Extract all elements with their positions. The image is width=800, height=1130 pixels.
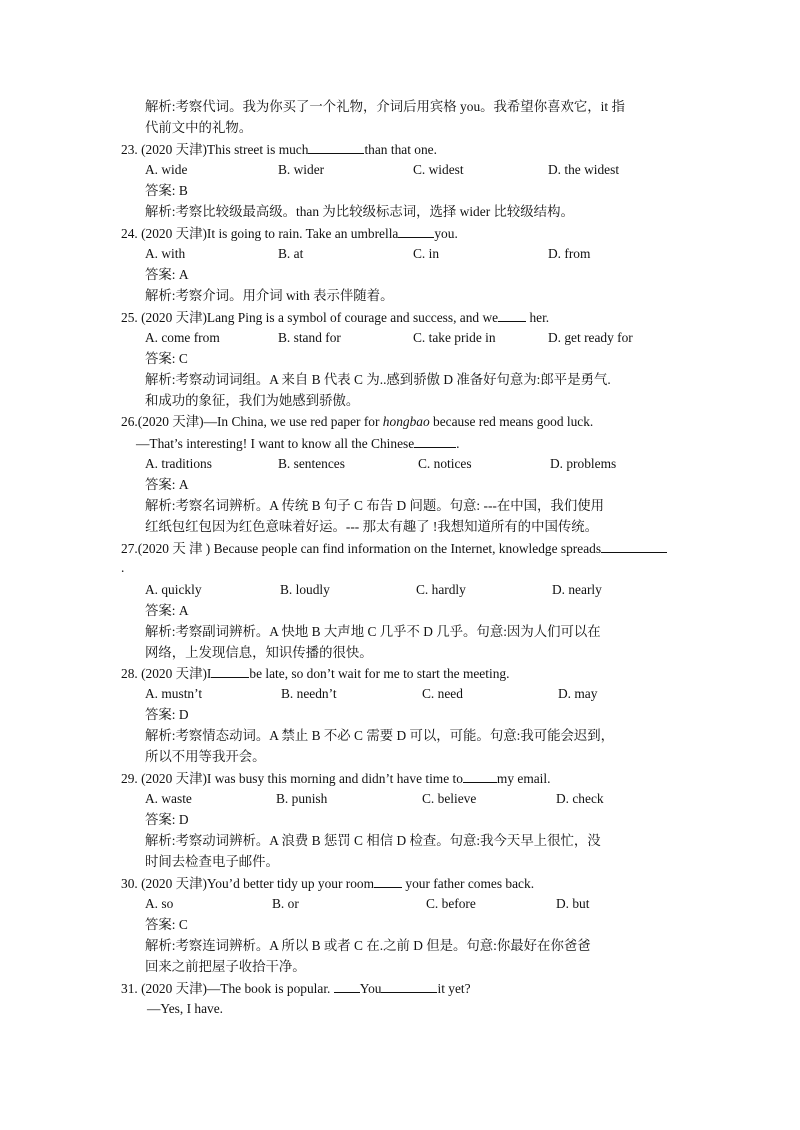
option-b: B. wider bbox=[278, 162, 325, 177]
answer-blank bbox=[601, 540, 667, 553]
option-a: A. waste bbox=[145, 791, 192, 806]
answer-blank bbox=[374, 875, 402, 888]
question-text: 23. (2020 天津)This street is much bbox=[121, 142, 309, 157]
option-c: C. believe bbox=[422, 791, 477, 806]
option-b: B. at bbox=[278, 246, 304, 261]
analysis-line: 解析:考察副词辨析。A 快地 B 大声地 C 几乎不 D 几乎。句意:因为人们可以在 bbox=[145, 624, 601, 639]
option-d: D. from bbox=[548, 246, 591, 261]
analysis-line: 回来之前把屋子收拾干净。 bbox=[145, 959, 306, 974]
option-a: A. wide bbox=[145, 162, 188, 177]
option-d: D. get ready for bbox=[548, 330, 633, 345]
question-text: my email. bbox=[496, 771, 551, 786]
option-a: A. mustn’t bbox=[145, 686, 203, 701]
option-b: B. stand for bbox=[278, 330, 341, 345]
answer-line: 答案: D bbox=[145, 812, 189, 827]
answer-line: 答案: D bbox=[145, 707, 189, 722]
question-text: than that one. bbox=[364, 142, 437, 157]
option-c: C. hardly bbox=[416, 582, 466, 597]
question-text: . bbox=[456, 436, 460, 451]
answer-blank bbox=[398, 225, 434, 238]
option-b: B. punish bbox=[276, 791, 328, 806]
option-a: A. so bbox=[145, 896, 174, 911]
question-31 bbox=[121, 980, 471, 997]
question-italic-word: hongbao bbox=[382, 414, 430, 429]
question-text: —That’s interesting! I want to know all the Chinese bbox=[136, 436, 415, 451]
question-text: 28. (2020 天津)I bbox=[121, 666, 212, 681]
option-b: B. or bbox=[272, 896, 299, 911]
question-text: 25. (2020 天津)Lang Ping is a symbol of courage and success, and we bbox=[121, 310, 499, 325]
question-text: be late, so don’t wait for me to start the meeting. bbox=[249, 666, 510, 681]
analysis-line: 时间去检查电子邮件。 bbox=[145, 854, 279, 869]
answer-line: 答案: B bbox=[145, 183, 188, 198]
option-b: B. sentences bbox=[278, 456, 345, 471]
question-text: 31. (2020 天津)—The book is popular. bbox=[121, 981, 334, 996]
option-c: C. take pride in bbox=[413, 330, 496, 345]
question-28 bbox=[121, 665, 509, 682]
analysis-line: 红纸包红包因为红色意味着好运。--- 那太有趣了 !我想知道所有的中国传统。 bbox=[145, 519, 599, 534]
option-d: D. nearly bbox=[552, 582, 602, 597]
option-d: D. problems bbox=[550, 456, 617, 471]
answer-line: 答案: A bbox=[145, 267, 189, 282]
question-text: 29. (2020 天津)I was busy this morning and didn’t have time to bbox=[121, 771, 463, 786]
question-text: You bbox=[359, 981, 382, 996]
question-text: her. bbox=[526, 310, 550, 325]
analysis-line: 解析:考察介词。用介词 with 表示伴随着。 bbox=[145, 288, 394, 303]
analysis-line: 解析:考察比较级最高级。than 为比较级标志词，选择 wider 比较级结构。 bbox=[145, 204, 574, 219]
question-31-line2: —Yes, I have. bbox=[147, 1001, 224, 1016]
analysis-line: 网络，上发现信息，知识传播的很快。 bbox=[145, 645, 373, 660]
option-a: A. come from bbox=[145, 330, 220, 345]
option-d: D. the widest bbox=[548, 162, 620, 177]
question-25 bbox=[121, 309, 549, 326]
question-27 bbox=[121, 540, 667, 557]
question-text: 30. (2020 天津)You’d better tidy up your room bbox=[121, 876, 375, 891]
question-27-line2: . bbox=[121, 560, 125, 575]
analysis-line: 所以不用等我开会。 bbox=[145, 749, 266, 764]
answer-line: 答案: A bbox=[145, 477, 189, 492]
answer-blank bbox=[414, 435, 456, 448]
question-24 bbox=[121, 225, 458, 242]
option-d: D. check bbox=[556, 791, 604, 806]
analysis-line: 解析:考察动词辨析。A 浪费 B 惩罚 C 相信 D 检查。句意:我今天早上很忙，没 bbox=[145, 833, 601, 848]
question-29 bbox=[121, 770, 550, 787]
question-26 bbox=[121, 414, 593, 430]
option-a: A. quickly bbox=[145, 582, 202, 597]
option-d: D. may bbox=[558, 686, 598, 701]
option-c: C. widest bbox=[413, 162, 464, 177]
question-text: your father comes back. bbox=[402, 876, 535, 891]
answer-line: 答案: A bbox=[145, 603, 189, 618]
question-26-line2 bbox=[136, 435, 460, 452]
answer-blank bbox=[463, 770, 497, 783]
answer-line: 答案: C bbox=[145, 917, 188, 932]
question-text: 24. (2020 天津)It is going to rain. Take an umbrella bbox=[121, 226, 399, 241]
answer-line: 答案: C bbox=[145, 351, 188, 366]
analysis-line: 解析:考察连词辨析。A 所以 B 或者 C 在.之前 D 但是。句意:你最好在你爸爸 bbox=[145, 938, 591, 953]
analysis-line: 解析:考察动词词组。A 来自 B 代表 C 为..感到骄傲 D 准备好句意为:郎平是勇气. bbox=[145, 372, 611, 387]
option-c: C. in bbox=[413, 246, 440, 261]
question-text: you. bbox=[434, 226, 458, 241]
answer-blank bbox=[381, 980, 437, 993]
analysis-line: 解析:考察名词辨析。A 传统 B 句子 C 布告 D 问题。句意: ---在中国，我们使用 bbox=[145, 498, 604, 513]
analysis-line: 和成功的象征，我们为她感到骄傲。 bbox=[145, 393, 360, 408]
question-text: 27.(2020 天 津 ) Because people can find information on the Internet, knowledge spreads bbox=[121, 541, 602, 556]
answer-blank bbox=[308, 141, 364, 154]
analysis-line: 解析:考察情态动词。A 禁止 B 不必 C 需要 D 可以，可能。句意:我可能会迟到， bbox=[145, 728, 615, 743]
question-text: 26.(2020 天津)—In China, we use red paper for bbox=[121, 414, 383, 429]
question-text: it yet? bbox=[437, 981, 471, 996]
answer-blank bbox=[498, 309, 526, 322]
question-30 bbox=[121, 875, 534, 892]
option-c: C. notices bbox=[418, 456, 472, 471]
analysis-line: 代前文中的礼物。 bbox=[145, 120, 253, 135]
answer-blank bbox=[211, 665, 249, 678]
option-b: B. needn’t bbox=[281, 686, 337, 701]
question-23 bbox=[121, 141, 437, 158]
option-c: C. before bbox=[426, 896, 476, 911]
option-b: B. loudly bbox=[280, 582, 330, 597]
option-a: A. with bbox=[145, 246, 186, 261]
option-a: A. traditions bbox=[145, 456, 212, 471]
option-c: C. need bbox=[422, 686, 463, 701]
analysis-line: 解析:考察代词。我为你买了一个礼物，介词后用宾格 you。我希望你喜欢它，it 指 bbox=[145, 99, 625, 114]
answer-blank bbox=[334, 980, 360, 993]
question-text: because red means good luck. bbox=[429, 414, 594, 429]
option-d: D. but bbox=[556, 896, 590, 911]
